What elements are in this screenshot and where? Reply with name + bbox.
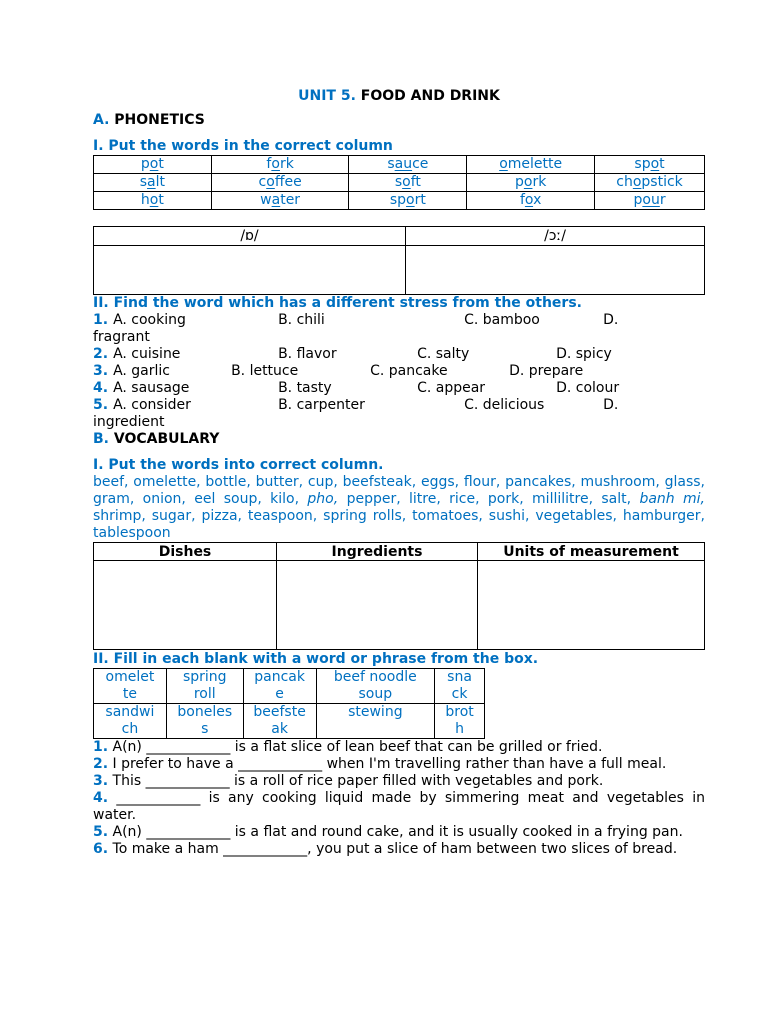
option-a[interactable]: A. sausage (113, 380, 190, 396)
sentence-number: 4. (93, 790, 109, 806)
word-part: h (140, 192, 150, 208)
word-list-part-1: beef, omelette, bottle, butter, cup, beefsteak, eggs, flour, pancakes, mushroom, glass, gram, onion, eel soup, kilo, (93, 474, 705, 507)
word-box-line: sna (447, 669, 472, 685)
word-part: rt (414, 192, 426, 208)
underlined-vowel: o (650, 156, 660, 172)
underlined-vowel: a (147, 174, 156, 190)
word-table-row (94, 192, 705, 210)
category-table (93, 542, 705, 650)
question-row (93, 380, 705, 397)
question-row (93, 346, 705, 363)
underlined-vowel: o (271, 156, 280, 172)
word-cell (349, 156, 467, 174)
word-list-part-2: pepper, litre, rice, pork, millilitre, salt, (346, 491, 632, 507)
word-cell (467, 156, 595, 174)
word-part: rk (532, 174, 547, 190)
option-a[interactable]: A. consider (113, 397, 191, 413)
word-box-cell (166, 669, 243, 704)
word-box-cell (316, 704, 435, 739)
word-box-line: brot (445, 704, 474, 720)
word-box-line: omelet (105, 669, 155, 685)
word-cell (211, 156, 349, 174)
word-part: c (258, 174, 267, 190)
sentence-text[interactable]: ____________ is any cooking liquid made by simmering meat and vegetables in water. (93, 790, 705, 823)
column-units: Units of measurement (478, 543, 705, 561)
word-table-row (94, 174, 705, 192)
word-box-cell (94, 669, 167, 704)
question-number: 4. (93, 380, 109, 396)
option-d-continued[interactable]: fragrant (93, 329, 150, 345)
word-cell (211, 174, 349, 192)
sentence-text[interactable]: This ____________ is a roll of rice paper filled with vegetables and pork. (112, 773, 604, 789)
underlined-vowel: o (632, 174, 642, 190)
sentence (93, 790, 705, 824)
question-number: 2. (93, 346, 109, 362)
sentence (93, 739, 705, 756)
word-box-line: beef noodle (333, 669, 417, 685)
answer-cell-dishes[interactable] (94, 561, 277, 650)
sentence (93, 773, 705, 790)
option-d[interactable]: D. spicy (556, 346, 612, 362)
word-box-line: te (122, 686, 137, 702)
underlined-vowel: o (523, 174, 533, 190)
word-box-line: ck (451, 686, 468, 702)
word-box-cell (316, 669, 435, 704)
word-part: ch (616, 174, 633, 190)
section-a-letter: A. (93, 112, 110, 128)
word-table-row (94, 156, 705, 174)
word-box-line: beefste (253, 704, 306, 720)
word-box-line: ch (121, 721, 139, 737)
word-part: t (158, 192, 164, 208)
option-b[interactable]: B. tasty (278, 380, 332, 396)
underlined-vowel: o (149, 156, 159, 172)
option-d[interactable]: D. colour (556, 380, 620, 396)
option-b[interactable]: B. lettuce (231, 363, 299, 379)
word-box-line: spring (182, 669, 227, 685)
word-box-line: stewing (348, 704, 403, 720)
underlined-vowel: o (406, 192, 415, 208)
word-box-line: soup (358, 686, 393, 702)
option-c[interactable]: C. delicious (464, 397, 545, 413)
word-cell (595, 192, 705, 210)
underlined-vowel: au (394, 156, 413, 172)
underlined-vowel: ou (642, 192, 660, 208)
section-b-letter: B. (93, 431, 109, 447)
answer-cell-long-o[interactable] (406, 246, 705, 295)
word-cell (595, 156, 705, 174)
word-part: r (659, 192, 666, 208)
sentence (93, 756, 705, 773)
word-cell (467, 174, 595, 192)
sound-header-short-o: /ɒ/ (94, 227, 406, 246)
question-number: 3. (93, 363, 109, 379)
page-title (93, 86, 705, 106)
word-part: ft (410, 174, 421, 190)
question-number: 5. (93, 397, 109, 413)
option-c[interactable]: C. pancake (370, 363, 448, 379)
underlined-vowel: o (149, 192, 159, 208)
word-box-cell (243, 704, 316, 739)
word-cell (349, 174, 467, 192)
sentence-text[interactable]: A(n) ____________ is a flat and round cake, and it is usually cooked in a frying pan. (112, 824, 683, 840)
word-box-cell (435, 669, 485, 704)
word-box-line: ak (271, 721, 288, 737)
word-part: sp (389, 192, 407, 208)
word-part: p (140, 156, 150, 172)
part-b2-heading: II. Fill in each blank with a word or phrase from the box. (93, 651, 539, 667)
word-box-cell (94, 704, 167, 739)
word-table (93, 155, 705, 210)
word-cell (94, 174, 212, 192)
sentence-text[interactable]: To make a ham ____________, you put a slice of ham between two slices of bread. (112, 841, 678, 857)
option-c[interactable]: C. salty (417, 346, 470, 362)
word-part: s (387, 156, 395, 172)
sentence-number: 5. (93, 824, 109, 840)
column-dishes: Dishes (94, 543, 277, 561)
sentence-number: 2. (93, 756, 109, 772)
word-box (93, 668, 485, 739)
word-pho: pho, (307, 491, 339, 507)
word-part: x (533, 192, 542, 208)
word-box-line: sandwi (105, 704, 155, 720)
part-a1-heading: I. Put the words in the correct column (93, 138, 393, 154)
word-part: p (515, 174, 524, 190)
section-a-heading (93, 112, 705, 129)
column-ingredients: Ingredients (277, 543, 478, 561)
sentence-text[interactable]: I prefer to have a ____________ when I'm travelling rather than have a full meal. (112, 756, 667, 772)
word-part: rk (279, 156, 294, 172)
underlined-vowel: o (266, 174, 275, 190)
option-d-continued[interactable]: ingredient (93, 414, 165, 430)
option-b[interactable]: B. chili (278, 312, 325, 328)
worksheet (93, 86, 705, 858)
word-part: f (266, 156, 272, 172)
vocabulary-word-list (93, 474, 705, 542)
word-box-cell (435, 704, 485, 739)
answer-cell-units[interactable] (478, 561, 705, 650)
word-box-row (94, 704, 485, 739)
word-part: melette (507, 156, 563, 172)
question-row (93, 363, 705, 380)
word-box-line: pancak (254, 669, 305, 685)
word-cell (467, 192, 595, 210)
word-box-cell (243, 669, 316, 704)
word-banh-mi: banh mi, (639, 491, 706, 507)
option-d[interactable]: D. prepare (509, 363, 584, 379)
word-box-line: roll (193, 686, 216, 702)
unit-number: UNIT 5. (298, 88, 356, 104)
option-c[interactable]: C. appear (417, 380, 486, 396)
sentence-number: 3. (93, 773, 109, 789)
fill-in-sentences (93, 739, 705, 858)
word-part: ce (412, 156, 429, 172)
stress-questions (93, 312, 705, 431)
word-part: ffee (274, 174, 302, 190)
word-box-line: boneles (177, 704, 233, 720)
question-row (93, 397, 705, 414)
sound-table (93, 226, 705, 295)
option-a[interactable]: A. garlic (113, 363, 170, 379)
word-cell (94, 192, 212, 210)
underlined-vowel: o (402, 174, 411, 190)
word-part: sp (634, 156, 651, 172)
word-part: t (158, 156, 164, 172)
word-box-line: e (275, 686, 284, 702)
sentence-text[interactable]: A(n) ____________ is a flat slice of lean beef that can be grilled or fried. (112, 739, 603, 755)
part-a2-heading: II. Find the word which has a different stress from the others. (93, 295, 582, 311)
option-d[interactable]: D. (603, 312, 619, 328)
question-number: 1. (93, 312, 109, 328)
section-b-heading (93, 431, 705, 448)
section-b-name: VOCABULARY (113, 431, 220, 447)
option-c[interactable]: C. bamboo (464, 312, 540, 328)
sentence-number: 6. (93, 841, 109, 857)
word-cell (349, 192, 467, 210)
word-part: s (394, 174, 403, 190)
underlined-vowel: a (271, 192, 281, 208)
answer-cell-short-o[interactable] (94, 246, 406, 295)
answer-cell-ingredients[interactable] (277, 561, 478, 650)
word-part: t (659, 156, 665, 172)
word-part: pstick (641, 174, 683, 190)
part-b1-heading: I. Put the words into correct column. (93, 457, 384, 473)
option-b[interactable]: B. flavor (278, 346, 337, 362)
underlined-vowel: o (499, 156, 508, 172)
word-part: ter (280, 192, 301, 208)
word-cell (94, 156, 212, 174)
word-box-line (317, 721, 435, 738)
question-row (93, 312, 705, 329)
word-part: w (260, 192, 272, 208)
sentence-number: 1. (93, 739, 109, 755)
word-box-row (94, 669, 485, 704)
unit-name: FOOD AND DRINK (360, 88, 500, 104)
option-d[interactable]: D. (603, 397, 619, 413)
sentence (93, 824, 705, 841)
word-part: f (519, 192, 525, 208)
section-a-name: PHONETICS (114, 112, 205, 128)
word-box-cell (166, 704, 243, 739)
word-part: s (139, 174, 148, 190)
word-box-line: s (201, 721, 209, 737)
word-list-part-3: shrimp, sugar, pizza, teaspoon, spring rolls, tomatoes, sushi, vegetables, hamburger, tablespoon (93, 508, 705, 541)
sound-header-long-o: /ɔː/ (406, 227, 705, 246)
sentence (93, 841, 705, 858)
option-b[interactable]: B. carpenter (278, 397, 365, 413)
word-cell (211, 192, 349, 210)
option-a[interactable]: A. cooking (113, 312, 186, 328)
word-part: lt (155, 174, 166, 190)
word-cell (595, 174, 705, 192)
word-box-line: h (455, 721, 464, 737)
option-a[interactable]: A. cuisine (113, 346, 181, 362)
underlined-vowel: o (524, 192, 534, 208)
word-part: p (633, 192, 643, 208)
